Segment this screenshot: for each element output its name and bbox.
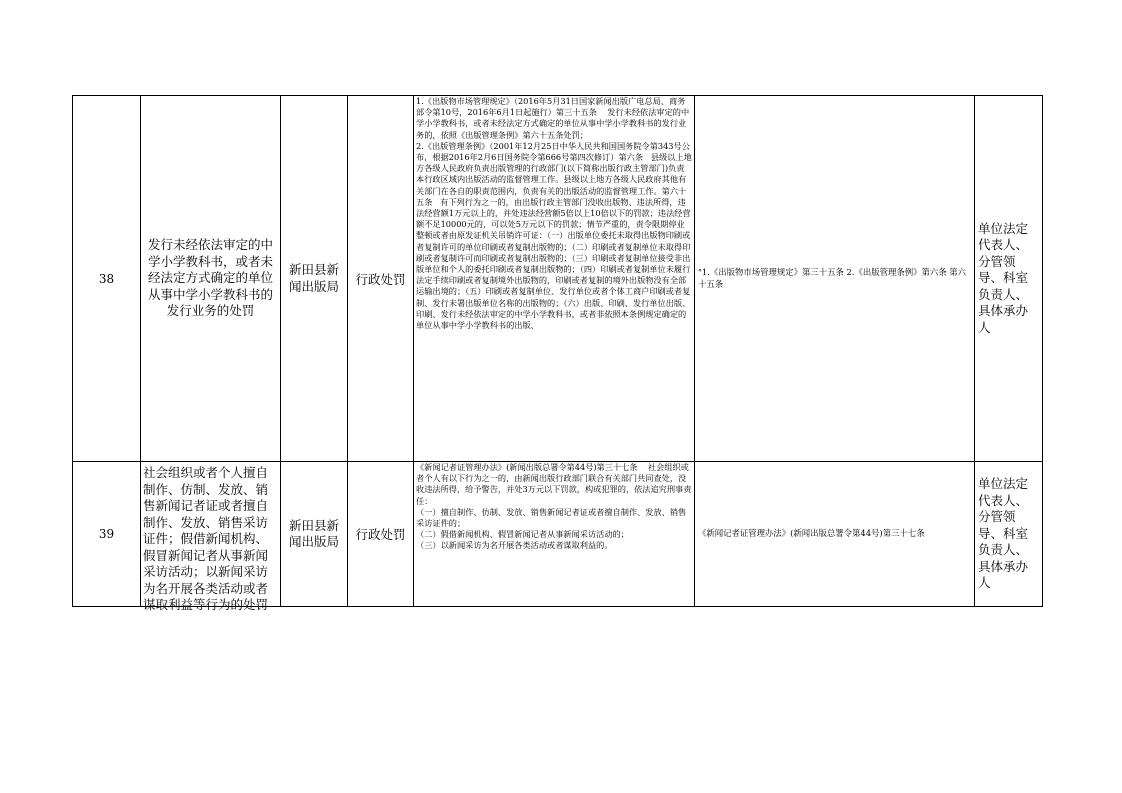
law-reference: 《新闻记者证管理办法》(新闻出版总署令第44号)第三十七条: [695, 462, 975, 607]
table-row: [73, 462, 1043, 607]
item-name-text: 社会组织或者个人擅自制作、仿制、发放、销售新闻记者证或者擅自制作、发放、销售采访证件；假借新闻机构、假冒新闻记者从事新闻采访活动；以新闻采访为名开展各类活动或者谋取利益等行为的处罚: [143, 465, 269, 612]
row-number: 39: [73, 462, 141, 607]
enforcement-agency: 新田县新闻出版局: [281, 96, 348, 462]
legal-basis-paragraph: （一）擅自制作、仿制、发放、销售新闻记者证或者擅自制作、发放、销售采访证件的；: [416, 506, 687, 529]
table-row: [73, 96, 1043, 462]
legal-basis-paragraph: （二）假借新闻机构、假冒新闻记者从事新闻采访活动的；: [416, 529, 629, 540]
row-number: 38: [73, 96, 141, 462]
legal-basis: [414, 96, 695, 462]
legal-basis-paragraph: 2.《出版管理条例》（2001年12月25日中华人民共和国国务院令第343号公布，根据2016年2月6日国务院令第666号第四次修订）第六条 县级以上地方各级人民政府负责出版管理的行政部门(以下简称出版行政主管部门)负责本行政区域内出版活动的监督管理工作。县级以上地方各级人民政府其他有关部门在各自的职责范围内，负责有关的出版活动的监督管理工作。第六十五条 有下列行为之一的，由出版行政主管部门没收出版物、违法所得，违法经营额1万元以上的，并处违法经营额5倍以上10倍以下的罚款；违法经营额不足10000元的，可以处5万元以下的罚款；情节严重的，责令限期停业整顿或者由原发证机关吊销许可证：（一）出版单位委托未取得出版物印刷或者复制许可的单位印刷或者复制出版物的；（二）印刷或者复制单位未取得印刷或者复制许可而印刷或者复制出版物的；（三）印刷或者复制单位接受非出版单位和个人的委托印刷或者复制出版物的；（四）印刷或者复制单位未履行法定手续印刷或者复制境外出版物的，印刷或者复制的境外出版物没有全部运输出境的；（五）印刷或者复制单位、发行单位或者个体工商户印刷或者复制、发行未署出版单位名称的出版物的；（六）出版、印刷、发行单位出版、印刷、发行未经依法审定的中学小学教科书，或者非依照本条例规定确定的单位从事中学小学教科书的出版、: [416, 140, 692, 331]
item-name: 发行未经依法审定的中学小学教科书，或者未经法定方式确定的单位从事中学小学教科书的发行业务的处罚: [141, 96, 281, 462]
penalty-type: 行政处罚: [348, 96, 414, 462]
legal-basis-paragraph: （三）以新闻采访为名开展各类活动或者谋取利益的。: [416, 540, 613, 551]
penalty-type: 行政处罚: [348, 462, 414, 607]
enforcement-agency: 新田县新闻出版局: [281, 462, 348, 607]
law-reference: "1.《出版物市场管理规定》第三十五条 2.《出版管理条例》第六条 第六十五条: [695, 96, 975, 462]
responsible-persons: 单位法定代表人、分管领导、科室负责人、具体承办人: [975, 462, 1043, 607]
item-name: [141, 462, 281, 612]
legal-basis-paragraph: 1.《出版物市场管理规定》（2016年5月31日国家新闻出版广电总局、商务部令第10号，2016年6月1日起施行）第三十五条 发行未经依法审定的中学小学教科书，或者未经法定方式确定的单位从事中学小学教科书的发行业务的，依照《出版管理条例》第六十五条处罚；: [416, 96, 690, 140]
responsible-persons: 单位法定代表人、分管领导、科室负责人、具体承办人: [975, 96, 1043, 462]
penalty-table: [72, 95, 1043, 612]
legal-basis-paragraph: 《新闻记者证管理办法》(新闻出版总署令第44号)第三十七条 社会组织或者个人有以下行为之一的，由新闻出版行政部门联合有关部门共同查处，没收违法所得，给予警告，并处3万元以下罚款，构成犯罪的，依法追究刑事责任：: [416, 462, 692, 506]
legal-basis: [414, 462, 695, 607]
